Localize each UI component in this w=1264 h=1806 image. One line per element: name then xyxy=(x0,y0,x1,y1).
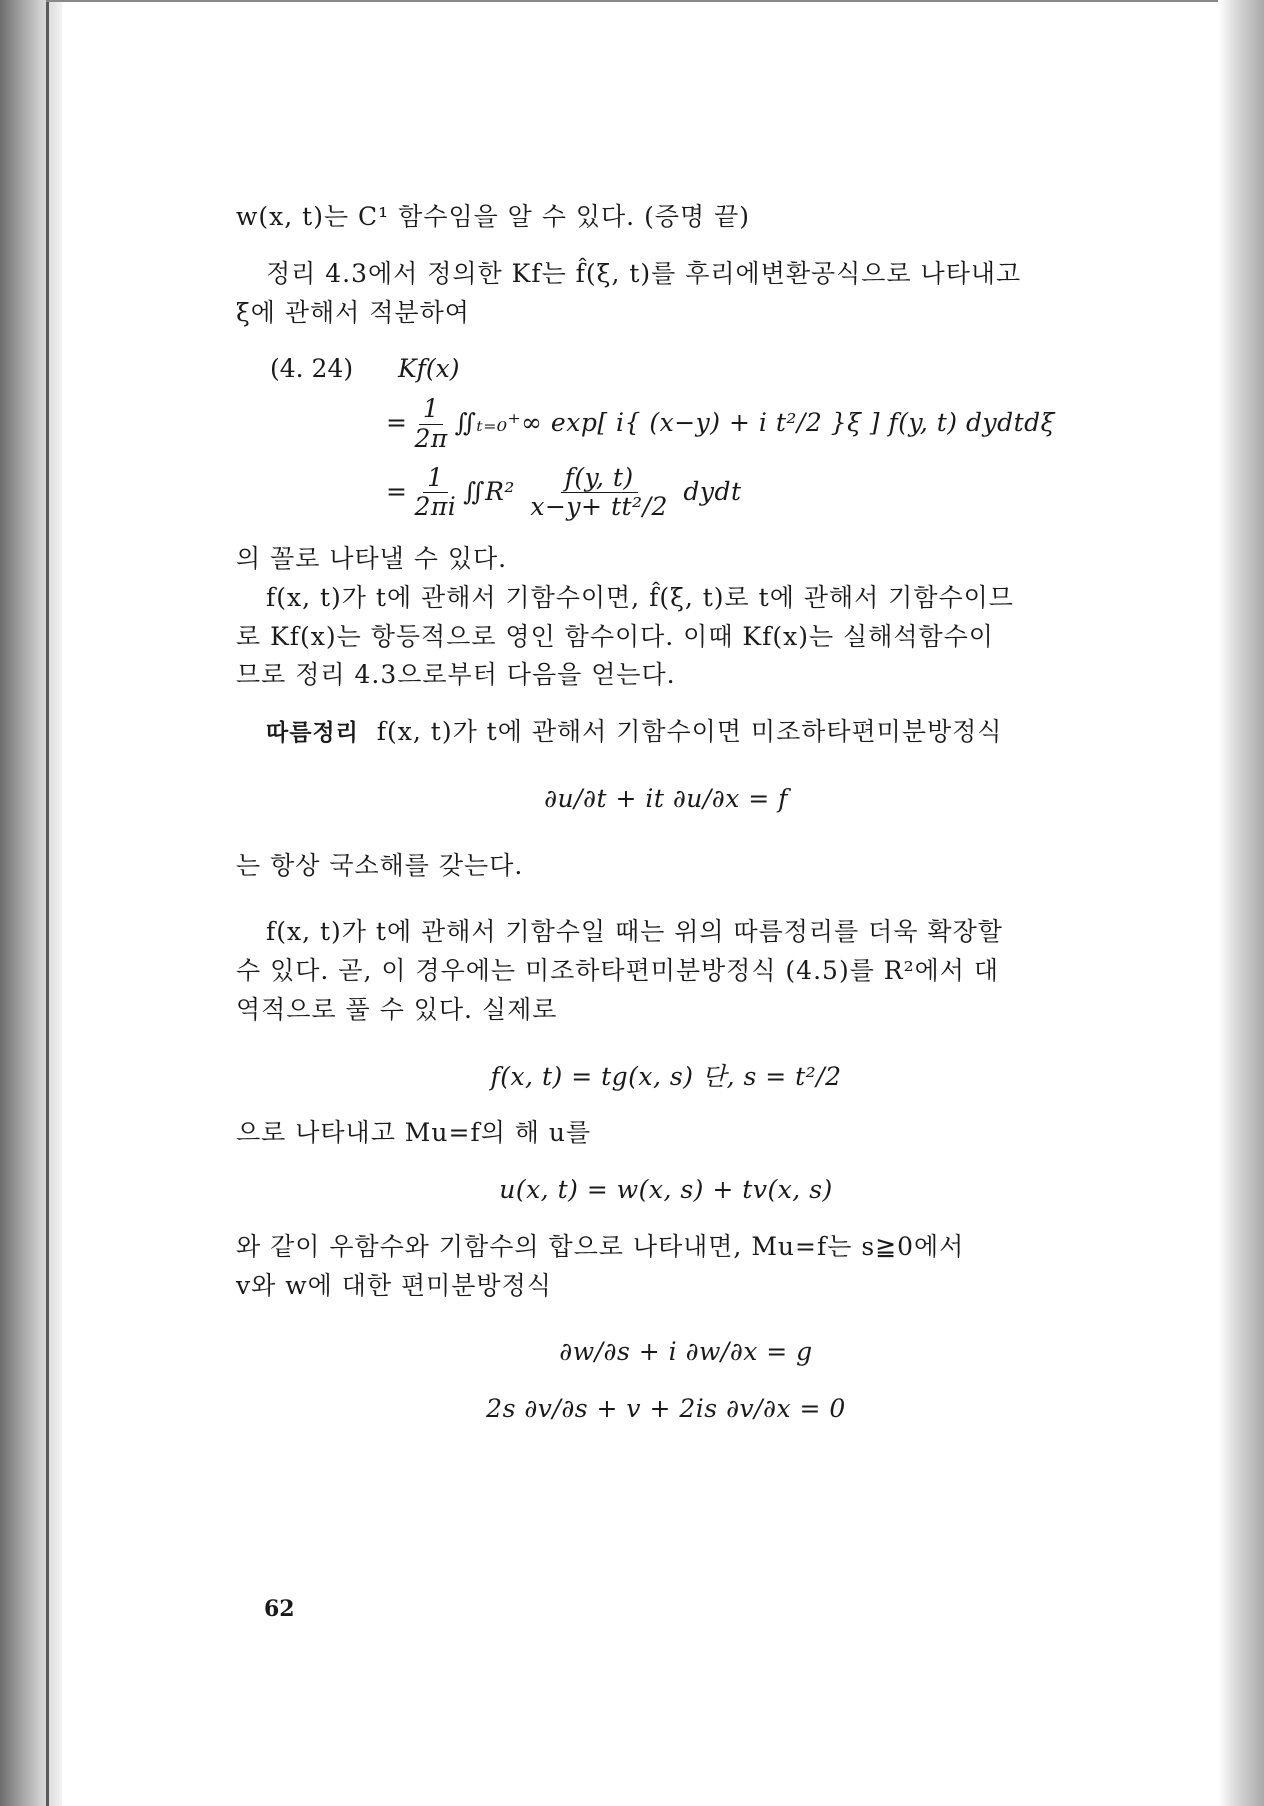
equation-line-1: = $\frac{1}{2\pi}$ ∬ₜ₌₀⁺∞ exp[ i{ (x−y) + i t²/2 }ξ ] f(y, t) dydtdξ xyxy=(386,394,1055,453)
equation-line-2: = $\frac{1}{2\pi i}$ ∬R² $\frac{f(y, t)}{\text{x−y+ tt²/2}}$ dydt xyxy=(386,462,742,522)
text-line-5: f(x, t)가 t에 관해서 기함수이면, f̂(ξ, t)로 t에 관해서 기함수이므 xyxy=(266,582,1014,612)
text-line-8: f(x, t)가 t에 관해서 기함수이면 미조하타편미분방정식 xyxy=(376,717,1003,746)
equation-label: (4. 24) xyxy=(270,354,354,384)
page-number: 62 xyxy=(264,1596,295,1622)
text-line-10: f(x, t)가 t에 관해서 기함수일 때는 위의 따름정리를 더욱 확장할 xyxy=(266,917,1003,947)
equation-lhs: Kf(x) xyxy=(397,354,460,384)
page-right-shadow xyxy=(1218,0,1264,1806)
text-line-2: 정리 4.3에서 정의한 Kf는 f̂(ξ, t)를 후리에변환공식으로 나타내고 xyxy=(266,258,1022,288)
text-line-7: 므로 정리 4.3으로부터 다음을 얻는다. xyxy=(236,660,676,690)
page-top-edge xyxy=(46,0,1218,2)
text-line-4: 의 꼴로 나타낼 수 있다. xyxy=(236,544,508,573)
decomposition-equation: u(x, t) = w(x, s) + tv(x, s) xyxy=(499,1175,833,1204)
text-line-1: w(x, t)는 C¹ 함수임을 알 수 있다. (증명 끝) xyxy=(236,202,750,231)
text-line-14: 와 같이 우함수와 기함수의 합으로 나타내면, Mu=f는 s≧0에서 xyxy=(236,1231,965,1261)
corollary-label: 따름정리 xyxy=(266,720,359,746)
text-line-12: 역적으로 풀 수 있다. 실제로 xyxy=(236,994,558,1024)
page-body xyxy=(236,198,1096,1429)
equation-line-2-tail: dydt xyxy=(683,476,742,506)
text-line-9: 는 항상 국소해를 갖는다. xyxy=(236,850,524,880)
page-binding-shadow xyxy=(0,0,62,1806)
text-line-13: 으로 나타내고 Mu=f의 해 u를 xyxy=(236,1118,592,1148)
pde-v: 2s ∂v/∂s + v + 2is ∂v/∂x = 0 xyxy=(486,1394,846,1423)
text-line-15: v와 w에 대한 편미분방정식 xyxy=(236,1270,552,1300)
fraction-1-over-2pii: $\frac{1}{2\pi i}$ xyxy=(414,462,457,522)
page-edge-line xyxy=(46,0,49,1806)
pde-mizohata: ∂u/∂t + it ∂u/∂x = f xyxy=(544,783,788,813)
fraction-1-over-2pi: $\frac{1}{2\pi}$ xyxy=(414,394,448,453)
double-integral-r2: ∬R² xyxy=(463,476,515,506)
text-line-11: 수 있다. 곧, 이 경우에는 미조하타편미분방정식 (4.5)를 R²에서 대 xyxy=(236,956,1000,985)
text-line-3: ξ에 관해서 적분하여 xyxy=(236,297,470,327)
pde-w: ∂w/∂s + i ∂w/∂x = g xyxy=(559,1337,813,1367)
fraction-f-over-denominator: $\frac{f(y, t)}{\text{x−y+ tt²/2}}$ xyxy=(530,462,668,522)
substitution-equation: f(x, t) = tg(x, s) 단, s = t²/2 xyxy=(490,1061,842,1091)
equation-4-24 xyxy=(236,350,1096,522)
equation-line-1-body: ∬ₜ₌₀⁺∞ exp[ i{ (x−y) + i t²/2 }ξ ] f(y, t) dydtdξ xyxy=(454,407,1055,437)
corollary-statement xyxy=(236,713,1096,752)
text-line-6: 로 Kf(x)는 항등적으로 영인 함수이다. 이때 Kf(x)는 실해석함수이 xyxy=(236,621,994,651)
